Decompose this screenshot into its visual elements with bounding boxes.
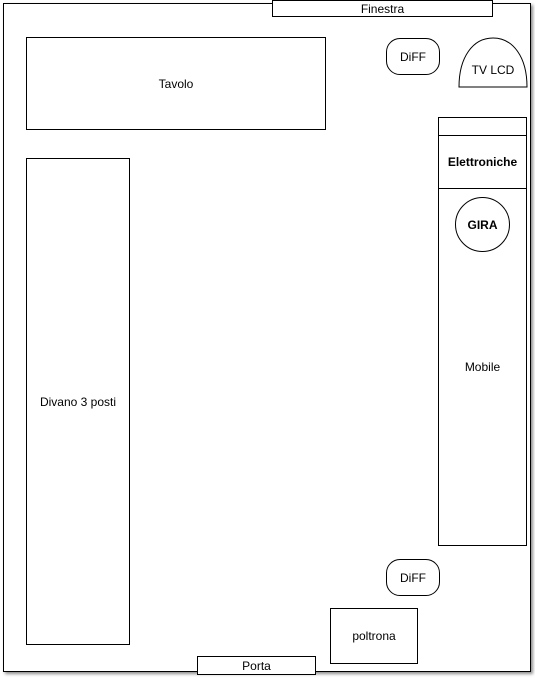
armchair-label: poltrona — [352, 629, 396, 643]
turntable-label: GIRA — [467, 217, 498, 232]
speaker-top — [386, 38, 440, 75]
window — [272, 0, 493, 17]
table — [26, 37, 326, 130]
turntable — [455, 197, 510, 252]
table-label: Tavolo — [158, 76, 194, 91]
speaker-bottom — [386, 559, 440, 596]
electronics — [438, 135, 527, 189]
armchair — [330, 608, 418, 664]
cabinet-label: Mobile — [464, 360, 501, 374]
window-label: Finestra — [360, 1, 405, 16]
speaker-top-label: DiFF — [400, 49, 426, 64]
cabinet-top-strip — [438, 117, 527, 136]
speaker-bottom-label: DiFF — [400, 570, 426, 585]
electronics-label: Elettroniche — [447, 155, 518, 169]
sofa — [26, 158, 130, 645]
door-label: Porta — [242, 658, 271, 673]
tv-label: TV LCD — [471, 63, 515, 77]
door — [197, 656, 316, 675]
sofa-label: Divano 3 posti — [39, 394, 117, 409]
